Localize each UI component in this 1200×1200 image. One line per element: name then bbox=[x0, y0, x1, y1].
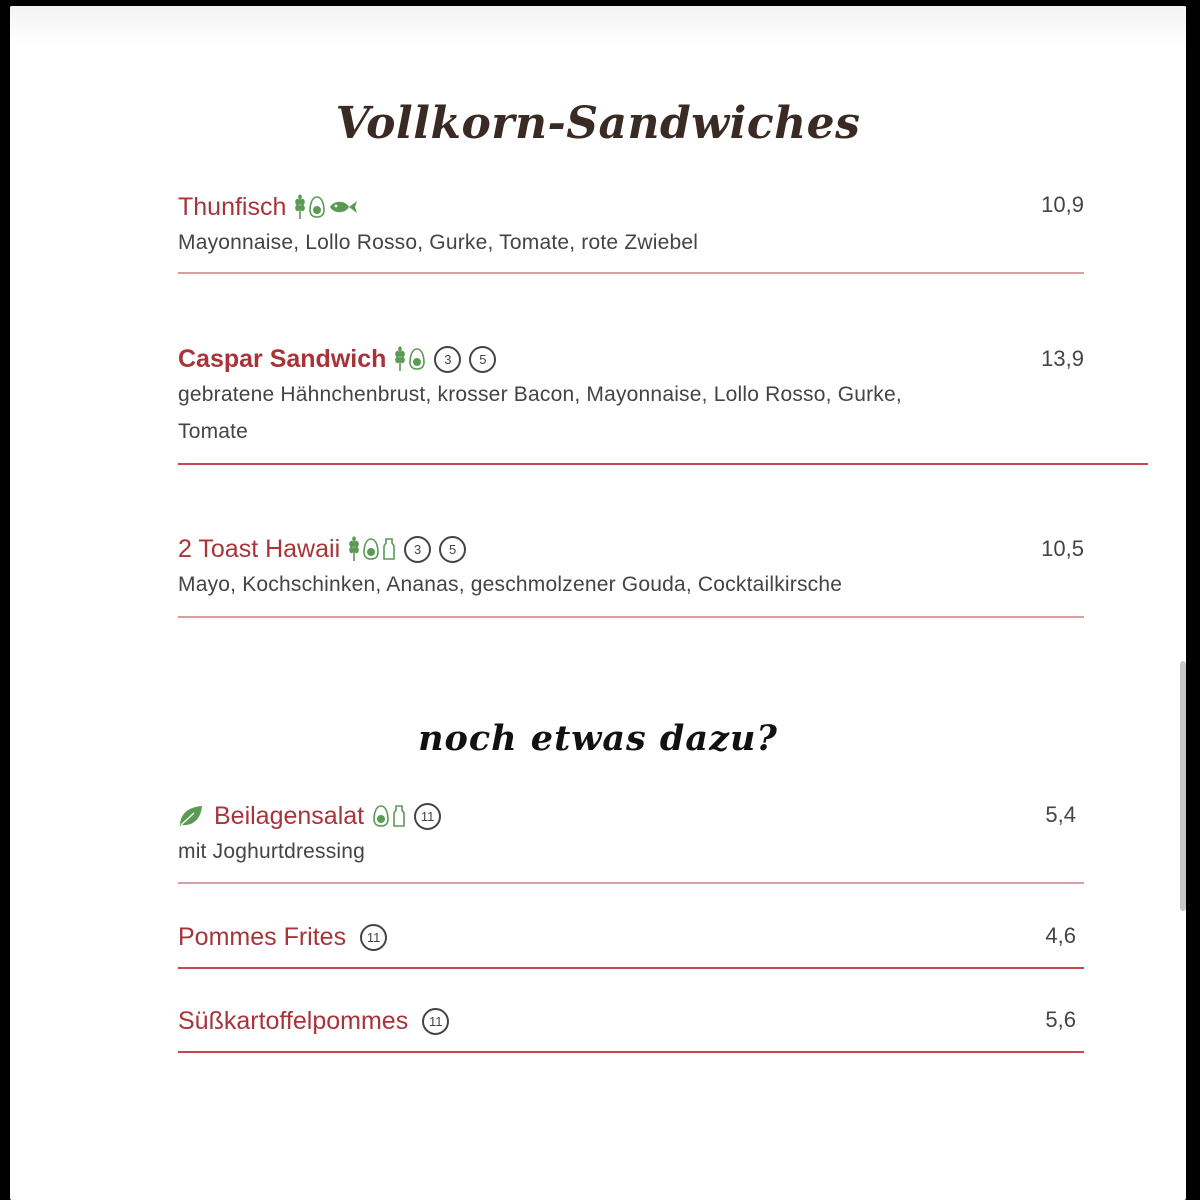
item-description-line1: gebratene Hähnchenbrust, krosser Bacon, Mayonnaise, Lollo Rosso, Gurke, bbox=[178, 383, 902, 406]
scrollbar[interactable] bbox=[1180, 661, 1186, 911]
divider bbox=[178, 463, 1148, 465]
item-name: Süßkartoffelpommes bbox=[178, 1006, 409, 1035]
menu-item-caspar-sandwich[interactable] bbox=[178, 342, 902, 450]
divider bbox=[178, 882, 1084, 884]
fish-icon bbox=[328, 199, 358, 215]
milk-bottle-icon bbox=[382, 537, 396, 561]
allergen-badge: 3 bbox=[434, 346, 461, 373]
wheat-icon bbox=[348, 536, 360, 562]
menu-item-toast-hawaii[interactable] bbox=[178, 532, 842, 603]
allergen-badge: 11 bbox=[422, 1008, 449, 1035]
menu-item-suesskartoffelpommes[interactable] bbox=[178, 1004, 449, 1038]
section-title: Vollkorn-Sandwiches bbox=[335, 98, 861, 149]
item-description: Mayonnaise, Lollo Rosso, Gurke, Tomate, rote Zwiebel bbox=[178, 231, 699, 254]
milk-bottle-icon bbox=[392, 804, 406, 828]
allergen-badge: 3 bbox=[404, 536, 431, 563]
item-price: 5,4 bbox=[1045, 802, 1076, 827]
allergen-badge: 5 bbox=[439, 536, 466, 563]
item-price: 5,6 bbox=[1045, 1007, 1076, 1032]
divider bbox=[178, 272, 1084, 274]
item-description-line2: Tomate bbox=[178, 420, 249, 443]
menu-item-thunfisch[interactable] bbox=[178, 190, 698, 261]
item-name: Pommes Frites bbox=[178, 922, 347, 951]
allergen-badge: 11 bbox=[360, 924, 387, 951]
wheat-icon bbox=[394, 346, 406, 372]
item-name: Beilagensalat bbox=[214, 801, 365, 830]
item-price: 10,5 bbox=[1041, 536, 1084, 561]
item-name: Caspar Sandwich bbox=[178, 344, 387, 373]
egg-icon bbox=[408, 347, 426, 371]
egg-icon bbox=[372, 804, 390, 828]
item-name: Thunfisch bbox=[178, 192, 287, 221]
menu-page bbox=[10, 6, 1186, 1200]
item-description: mit Joghurtdressing bbox=[178, 840, 366, 863]
item-price: 10,9 bbox=[1041, 192, 1084, 217]
allergen-badge: 11 bbox=[414, 803, 441, 830]
allergen-badge: 5 bbox=[469, 346, 496, 373]
divider bbox=[178, 967, 1084, 969]
item-price: 13,9 bbox=[1041, 346, 1084, 371]
leaf-icon bbox=[178, 804, 204, 828]
divider bbox=[178, 1051, 1084, 1053]
menu-item-beilagensalat[interactable] bbox=[178, 799, 441, 870]
extras-title: noch etwas dazu? bbox=[418, 718, 778, 759]
egg-icon bbox=[308, 195, 326, 219]
menu-item-pommes-frites[interactable] bbox=[178, 920, 387, 954]
item-description: Mayo, Kochschinken, Ananas, geschmolzener Gouda, Cocktailkirsche bbox=[178, 573, 843, 596]
egg-icon bbox=[362, 537, 380, 561]
item-name: 2 Toast Hawaii bbox=[178, 534, 341, 563]
divider bbox=[178, 616, 1084, 618]
wheat-icon bbox=[294, 194, 306, 220]
item-price: 4,6 bbox=[1045, 923, 1076, 948]
